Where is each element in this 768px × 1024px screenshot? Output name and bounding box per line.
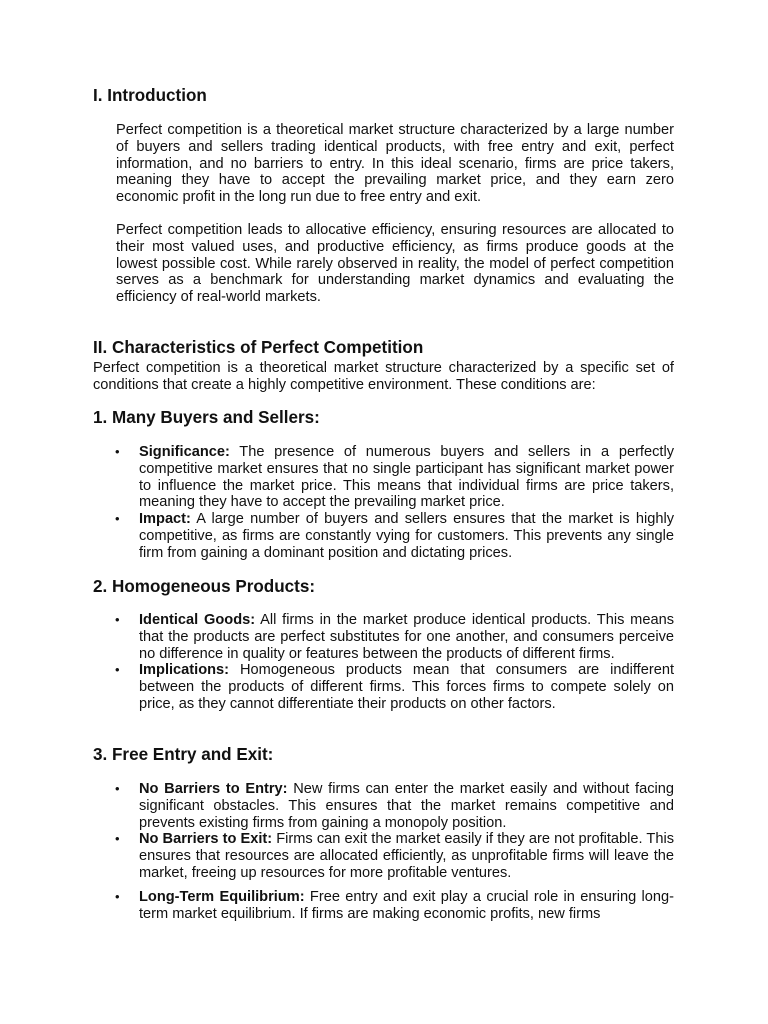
item-text: New firms can enter the market easily and without facing significant obstacles. This ensures that the market remains competitive and prevents existing firms from gaining a monopoly position.	[139, 781, 675, 831]
bullet-icon: •	[115, 662, 120, 678]
item-term: Impact:	[139, 511, 191, 528]
bullet-icon: •	[115, 888, 120, 904]
item-term: Identical Goods:	[139, 612, 256, 628]
bullet-icon: •	[115, 511, 120, 527]
item-term: No Barriers to Exit:	[139, 831, 273, 848]
item-term: Long-Term Equilibrium:	[139, 888, 305, 905]
bullet-icon: •	[115, 612, 120, 627]
bullet-icon: •	[115, 781, 120, 796]
list-item	[115, 781, 675, 831]
item-text: All firms in the market produce identical products. This means that the products are perfect substitutes for one another, and consumers perceive no difference in quality or features between the products of different firms.	[139, 612, 674, 662]
list-item	[115, 662, 674, 712]
section-1-heading: 1. Many Buyers and Sellers:	[93, 408, 320, 427]
list-item	[115, 511, 674, 561]
item-term: No Barriers to Entry:	[139, 781, 288, 797]
characteristics-paragraph: Perfect competition is a theoretical market structure characterized by a specific set of conditions that create a highly competitive environment. These conditions are:	[93, 360, 674, 393]
section-1-list	[115, 444, 674, 562]
intro-paragraph-1: Perfect competition is a theoretical market structure characterized by a large number of buyers and sellers trading identical products, with free entry and exit, perfect information, and no barriers to entry. In this ideal scenario, firms are price takers, meaning they have to accept the prevailing market price, and they earn zero economic profit in the long run due to free entry and exit.	[116, 122, 674, 206]
item-text: Firms can exit the market easily if they are not profitable. This ensures that resources are allocated efficiently, as unprofitable firms will leave the market, freeing up resources for more profitable ventures.	[139, 831, 674, 881]
item-term: Significance:	[139, 444, 230, 460]
item-text: Free entry and exit play a crucial role in ensuring long-term market equilibrium. If firms are making economic profits, new firms	[139, 888, 674, 922]
list-item	[115, 888, 674, 923]
section-2-heading: 2. Homogeneous Products:	[93, 577, 316, 596]
list-item	[115, 831, 674, 881]
item-term: Implications:	[139, 662, 230, 679]
bullet-icon: •	[115, 831, 120, 847]
bullet-icon: •	[115, 444, 120, 459]
section-3-list	[115, 781, 675, 922]
item-text: A large number of buyers and sellers ensures that the market is highly competitive, as firms are constantly vying for customers. This prevents any single firm from gaining a dominant position and dictating prices.	[139, 511, 674, 561]
intro-heading: I. Introduction	[93, 86, 207, 105]
list-item	[115, 444, 674, 511]
characteristics-heading: II. Characteristics of Perfect Competition	[93, 338, 424, 357]
list-item	[115, 612, 674, 662]
intro-paragraph-2: Perfect competition leads to allocative efficiency, ensuring resources are allocated to their most valued uses, and productive efficiency, as firms produce goods at the lowest possible cost. While rarely observed in reality, the model of perfect competition serves as a benchmark for understanding market dynamics and evaluating the efficiency of real-world markets.	[116, 222, 674, 306]
item-text: Homogeneous products mean that consumers are indifferent between the products of different firms. This forces firms to compete solely on price, as they cannot differentiate their products on other factors.	[139, 662, 674, 712]
section-3-heading: 3. Free Entry and Exit:	[93, 745, 274, 764]
section-2-list	[115, 612, 674, 713]
item-text: The presence of numerous buyers and sellers in a perfectly competitive market ensures that no single participant has significant market power to influence the market price. This means that individual firms are price takers, meaning they have to accept the prevailing market price.	[139, 444, 674, 511]
